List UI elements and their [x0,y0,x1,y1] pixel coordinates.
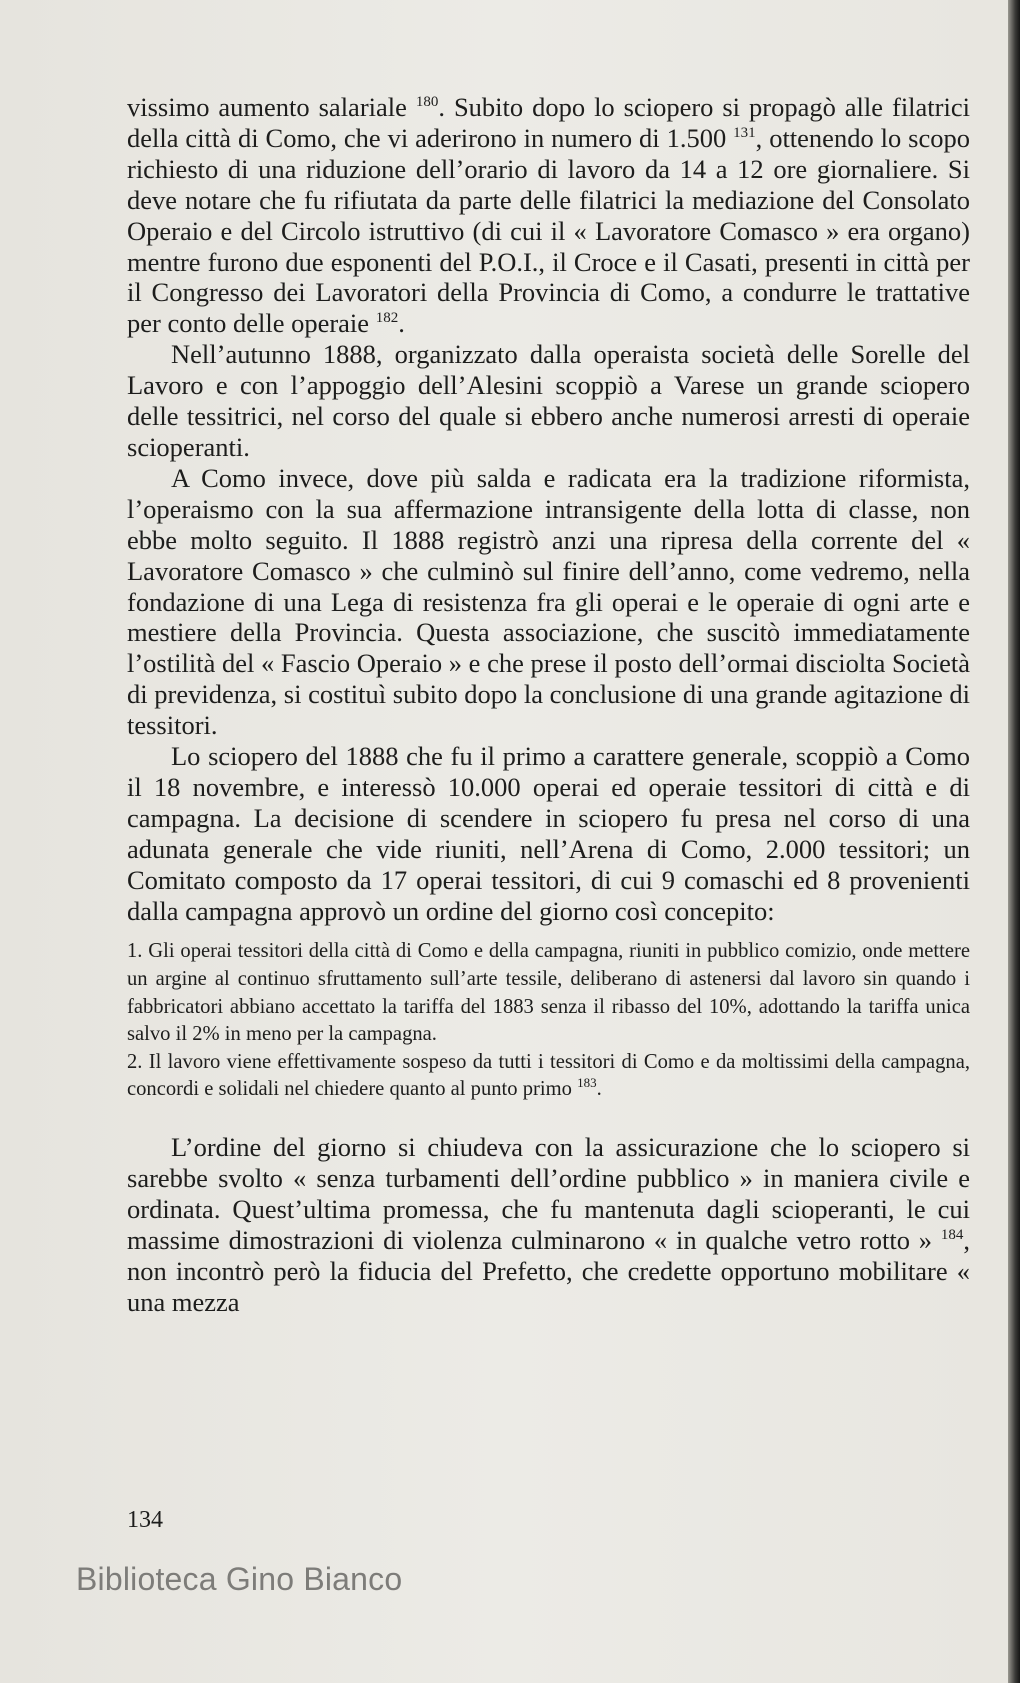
text-run: . [596,1078,602,1101]
paragraph-2 [127,339,970,463]
text-run: . [398,308,405,339]
footnote-ref: 184 [940,1226,964,1243]
paragraph-3 [127,463,970,741]
page-text [127,92,970,1317]
resolution-point-1 [127,938,970,1048]
library-watermark: Biblioteca Gino Bianco [76,1561,403,1597]
footnote-ref: 180 [415,94,439,110]
page-number: 134 [127,1507,163,1533]
paragraph-5 [127,1132,970,1317]
text-run: , ottenendo lo scopo richiesto di una riduzione dell’orario di lavoro da 14 a 12 ore giornaliere. Si deve notare che fu rifiutata da parte delle filatrici la mediazione del Consolato Operaio e del Circolo istruttivo (di cui il « Lavoratore Comasco » era organo) mentre furono due esponenti del P.O.I., il Croce e il Casati, presenti in città per il Congresso dei Lavoratori della Provincia di Como, a condurre le trattative per conto delle operaie [127,122,971,339]
text-run: vissimo aumento salariale [127,92,416,122]
text-run: 1. Gli operai tessitori della città di Como e della campagna, riuniti in pubblico comizio, onde mettere un argine al continuo sfruttamento sull’arte tessile, deliberano di astenersi dal lavoro sin quando i fabbricatori abbiano accettato la tariffa del 1883 senza il ribasso del 10%, adottando la tariffa unica salvo il 2% in meno per la campagna. [127,940,970,1046]
paragraph-1 [127,92,970,339]
text-run: A Como invece, dove più salda e radicata era la tradizione riformista, l’operaismo con la sua affermazione intransigente della lotta di classe, non ebbe molto seguito. Il 1888 registrò anzi una ripresa della corrente del « Lavoratore Comasco » che culminò sul finire dell’anno, come vedremo, nella fondazione di una Lega di resistenza fra gli operai e le operaie di ogni arte e mestiere della Provincia. Questa associazione, che suscitò immediatamente l’ostilità del « Fascio Operaio » e che prese il posto dell’ormai disciolta Società di previdenza, si costituì subito dopo la conclusione di una grande agitazione di tessitori. [127,462,970,741]
text-run: , non incontrò però la fiducia del Prefetto, che credette opportuno mobilitare « una mezza [127,1224,970,1317]
footnote-ref: 131 [733,124,756,141]
text-run: 2. Il lavoro viene effettivamente sospeso da tutti i tessitori di Como e da moltissimi della campagna, concordi e solidali nel chiedere quanto al punto primo [127,1050,970,1101]
page-edge-shadow [1008,0,1020,1683]
text-run: L’ordine del giorno si chiudeva con la assicurazione che lo sciopero si sarebbe svolto « senza turbamenti dell’ordine pubblico » in maniera civile e ordinata. Quest’ultima promessa, che fu mantenuta dagli scioperanti, le cui massime dimostrazioni di violenza culminarono « in qualche vetro rotto » [127,1132,970,1255]
footnote-ref: 182 [375,310,399,327]
paragraph-4 [127,741,970,926]
resolution-point-2 [127,1049,970,1104]
footnote-ref: 183 [577,1075,597,1091]
text-run: Nell’autunno 1888, organizzato dalla operaista società delle Sorelle del Lavoro e con l’appoggio dell’Alesini scoppiò a Varese un grande sciopero delle tessitrici, nel corso del quale si ebbero anche numerosi arresti di operaie scioperanti. [127,339,970,462]
text-run: Lo sciopero del 1888 che fu il primo a carattere generale, scoppiò a Como il 18 novembre, e interessò 10.000 operai ed operaie tessitori di città e di campagna. La decisione di scendere in sciopero fu presa nel corso di una adunata generale che vide riuniti, nell’Arena di Como, 2.000 tessitori; un Comitato composto da 17 operai tessitori, di cui 9 comaschi ed 8 provenienti dalla campagna approvò un ordine del giorno così concepito: [127,741,970,926]
quoted-resolution [127,938,970,1104]
text-run: . Subito dopo lo sciopero si propagò alle filatrici della città di Como, che vi aderirono in numero di 1.500 [127,92,970,153]
